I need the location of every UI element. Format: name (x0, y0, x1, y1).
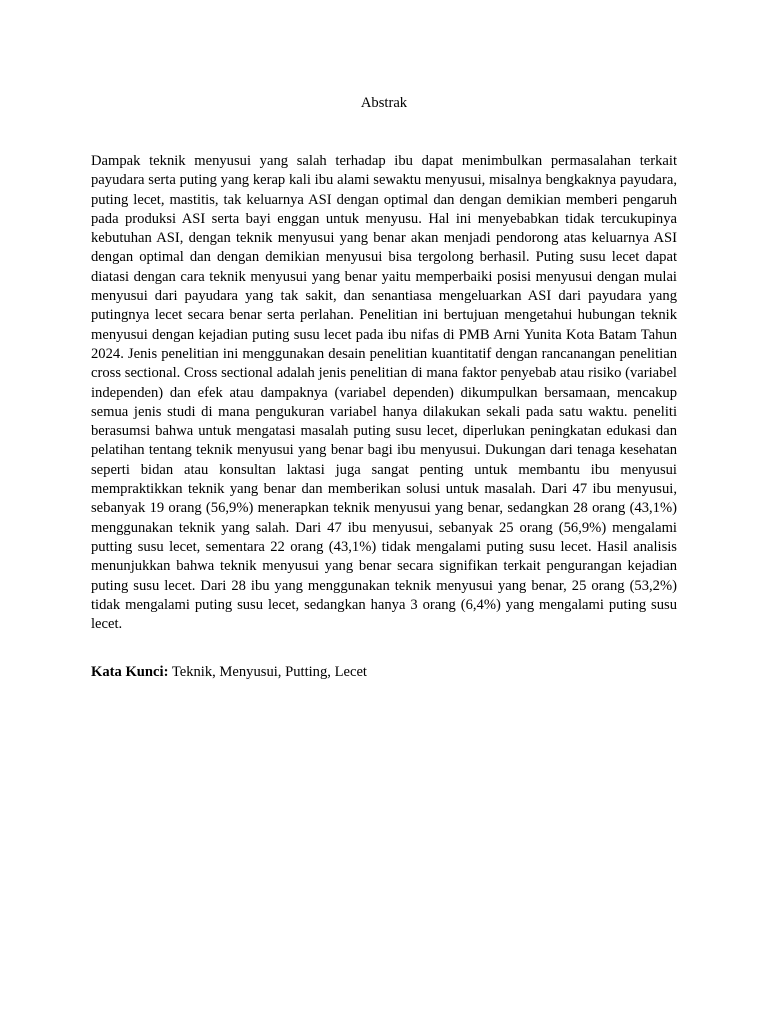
keywords-value: Teknik, Menyusui, Putting, Lecet (168, 664, 367, 680)
keywords-line (91, 663, 677, 682)
keywords-label: Kata Kunci: (91, 664, 169, 680)
abstract-title: Abstrak (360, 95, 408, 111)
abstract-body-text: Dampak teknik menyusui yang salah terhadap ibu dapat menimbulkan permasalahan terkait payudara serta puting yang kerap kali ibu alami sewaktu menyusui, misalnya bengkaknya payudara, puting lecet, mastitis, tak keluarnya ASI dengan optimal dan dengan demikian memberi pengaruh pada produksi ASI serta bayi enggan untuk menyusu. Hal ini menyebabkan tidak tercukupinya kebutuhan ASI, dengan teknik menyusui yang benar akan menjadi pendorong atas keluarnya ASI dengan optimal dan dengan demikian menyusui bisa tergolong berhasil. Puting susu lecet dapat diatasi dengan cara teknik menyusui yang benar yaitu memperbaiki posisi menyusui dengan mulai menyusui dari payudara yang tak sakit, dan senantiasa mengeluarkan ASI dari payudara yang putingnya lecet secara benar serta perlahan. Penelitian ini bertujuan mengetahui hubungan teknik menyusui dengan kejadian puting susu lecet pada ibu nifas di PMB Arni Yunita Kota Batam Tahun 2024. Jenis penelitian ini menggunakan desain penelitian kuantitatif dengan rancanangan penelitian cross sectional. Cross sectional adalah jenis penelitian di mana faktor penyebab atau risiko (variabel independen) dan efek atau dampaknya (variabel dependen) dikumpulkan bersamaan, mencakup semua jenis studi di mana pengukuran variabel hanya dilakukan sekali pada satu waktu. peneliti berasumsi bahwa untuk mengatasi masalah puting susu lecet, diperlukan peningkatan edukasi dan pelatihan tentang teknik menyusui yang benar bagi ibu menyusui. Dukungan dari tenaga kesehatan seperti bidan atau konsultan laktasi juga sangat penting untuk membantu ibu menyusui mempraktikkan teknik yang benar dan memberikan solusi untuk masalah. Dari 47 ibu menyusui, sebanyak 19 orang (56,9%) menerapkan teknik menyusui yang benar, sedangkan 28 orang (43,1%) menggunakan teknik yang salah. Dari 47 ibu menyusui, sebanyak 25 orang (56,9%) mengalami putting susu lecet, sementara 22 orang (43,1%) tidak mengalami puting susu lecet. Hasil analisis menunjukkan bahwa teknik menyusui yang benar secara signifikan terkait pengurangan kejadian puting susu lecet. Dari 28 ibu yang menggunakan teknik menyusui yang benar, 25 orang (53,2%) tidak mengalami puting susu lecet, sedangkan hanya 3 orang (6,4%) yang mengalami puting susu lecet. (91, 153, 677, 633)
